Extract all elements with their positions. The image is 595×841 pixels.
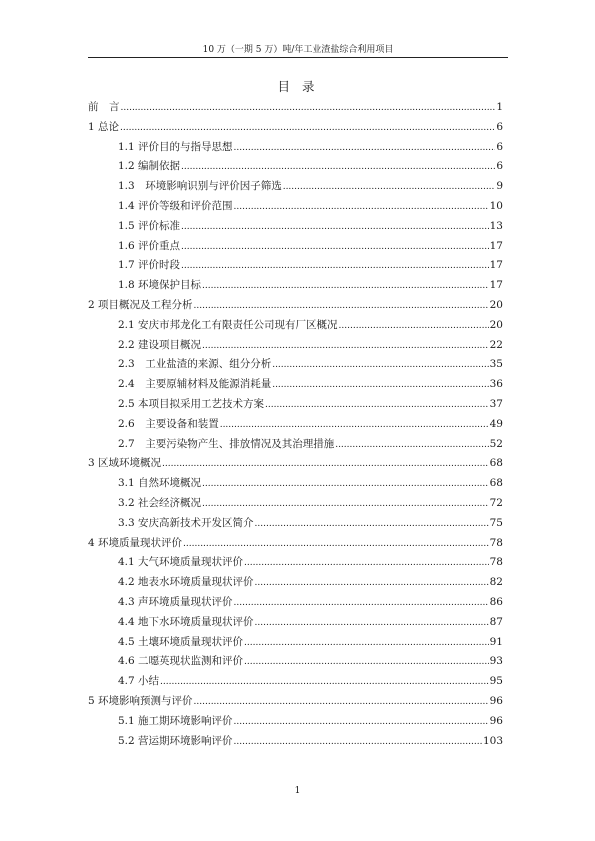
toc-entry[interactable] [88, 100, 503, 114]
toc-leader-dots [121, 100, 496, 115]
toc-entry[interactable] [118, 159, 503, 173]
toc-entry-page: 91 [489, 635, 503, 648]
toc-entry[interactable] [88, 298, 503, 312]
toc-leader-dots [194, 298, 489, 313]
toc-entry-label: 1.1 评价目的与指导思想 [118, 140, 233, 153]
toc-entry[interactable] [118, 555, 503, 569]
toc-entry[interactable] [118, 417, 503, 431]
toc-entry[interactable] [118, 635, 503, 649]
toc-leader-dots [202, 476, 489, 491]
toc-leader-dots [255, 575, 489, 590]
toc-entry-page: 22 [489, 338, 503, 351]
toc-entry-label: 1.8 环境保护目标 [118, 279, 202, 292]
toc-entry-page: 68 [489, 457, 503, 470]
toc-entry-label: 2.3 工业盐渣的来源、组分分析 [118, 358, 272, 371]
toc-entry-page: 9 [496, 180, 503, 193]
toc-entry-label: 4.2 地表水环境质量现状评价 [118, 576, 254, 589]
toc-entry-label: 1 总论 [88, 120, 120, 133]
toc-entry[interactable] [118, 357, 503, 371]
toc-entry-page: 6 [496, 160, 503, 173]
toc-entry[interactable] [118, 615, 503, 629]
toc-entry-page: 49 [489, 417, 503, 430]
toc-entry[interactable] [118, 397, 503, 411]
toc-leader-dots [335, 437, 488, 452]
toc-leader-dots [255, 516, 489, 531]
page-title: 目 录 [277, 79, 319, 94]
toc-entry[interactable] [118, 318, 503, 332]
toc-entry-page: 20 [489, 299, 503, 311]
header-rule [88, 57, 508, 58]
toc-entry-page: 96 [489, 695, 503, 707]
toc-entry[interactable] [118, 278, 503, 292]
toc-entry-label: 1.6 评价重点 [118, 239, 181, 252]
toc-entry-page: 87 [489, 615, 503, 628]
toc-entry-page: 10 [489, 200, 503, 212]
toc-entry-page: 6 [496, 140, 503, 153]
toc-entry[interactable] [118, 199, 503, 213]
toc-entry[interactable] [118, 575, 503, 589]
toc-leader-dots [265, 397, 489, 412]
toc-entry-label: 3.2 社会经济概况 [118, 497, 202, 509]
toc-entry-label: 4.6 二噁英现状监测和评价 [118, 655, 244, 668]
toc-entry[interactable] [118, 476, 503, 490]
toc-leader-dots [202, 278, 489, 293]
toc-leader-dots [272, 377, 488, 392]
toc-entry-label: 4.5 土壤环境质量现状评价 [118, 635, 244, 648]
toc-entry[interactable] [88, 456, 503, 470]
toc-leader-dots [234, 595, 489, 610]
toc-entry-label: 5.1 施工期环境影响评价 [118, 714, 233, 727]
toc-leader-dots [162, 456, 489, 471]
toc-entry[interactable] [118, 377, 503, 391]
toc-entry-page: 93 [489, 655, 503, 668]
toc-entry[interactable] [118, 674, 503, 688]
toc-leader-dots [255, 615, 489, 630]
toc-entry-page: 6 [496, 120, 503, 133]
toc-entry[interactable] [118, 654, 503, 668]
toc-entry-label: 2 项目概况及工程分析 [88, 299, 193, 311]
toc-leader-dots [202, 496, 489, 511]
toc-leader-dots [220, 417, 489, 432]
toc-entry-label: 2.4 主要原辅材料及能源消耗量 [118, 378, 272, 391]
toc-entry-label: 4.1 大气环境质量现状评价 [118, 556, 244, 569]
toc-entry[interactable] [88, 694, 503, 708]
toc-entry-label: 5 环境影响预测与评价 [88, 695, 193, 707]
toc-entry-label: 3 区域环境概况 [88, 457, 162, 470]
toc-entry-label: 5.2 营运期环境影响评价 [118, 734, 233, 747]
toc-leader-dots [202, 338, 489, 353]
toc-entry-page: 78 [489, 536, 503, 549]
toc-entry-label: 4.7 小结 [118, 675, 160, 688]
toc-entry-page: 103 [482, 734, 503, 747]
toc-leader-dots [283, 179, 496, 194]
toc-leader-dots [181, 258, 489, 273]
toc-entry-label: 4.4 地下水环境质量现状评价 [118, 615, 254, 628]
toc-entry-label: 3.3 安庆高新技术开发区简介 [118, 516, 254, 529]
toc-leader-dots [181, 159, 495, 174]
toc-entry[interactable] [88, 536, 503, 550]
toc-entry-label: 2.7 主要污染物产生、排放情况及其治理措施 [118, 437, 335, 450]
toc-entry-label: 3.1 自然环境概况 [118, 477, 202, 490]
running-header: 10 万（一期 5 万）吨/年工业渣盐综合利用项目 [202, 45, 394, 55]
toc-leader-dots [183, 536, 489, 551]
toc-entry[interactable] [118, 219, 503, 233]
toc-entry-page: 20 [489, 318, 503, 331]
toc-entry-page: 17 [489, 259, 503, 272]
toc-entry-page: 68 [489, 477, 503, 490]
toc-entry-label: 1.2 编制依据 [118, 160, 181, 173]
toc-entry[interactable] [118, 239, 503, 253]
toc-entry-page: 82 [489, 576, 503, 589]
toc-entry-label: 2.6 主要设备和装置 [118, 417, 219, 430]
toc-leader-dots [234, 140, 496, 155]
toc-entry-label: 4.3 声环境质量现状评价 [118, 596, 233, 608]
toc-entry-page: 95 [489, 675, 503, 688]
toc-entry-page: 13 [489, 219, 503, 232]
toc-leader-dots [234, 199, 489, 214]
toc-entry-page: 72 [489, 497, 503, 509]
toc-leader-dots [120, 120, 495, 135]
toc-entry-label: 1.4 评价等级和评价范围 [118, 200, 233, 212]
toc-entry[interactable] [118, 516, 503, 530]
toc-entry[interactable] [118, 140, 503, 154]
toc-entry-label: 1.3 环境影响识别与评价因子筛选 [118, 180, 282, 193]
toc-leader-dots [339, 318, 489, 333]
toc-entry-label: 2.5 本项目拟采用工艺技术方案 [118, 398, 265, 410]
toc-entry[interactable] [118, 496, 503, 510]
toc-entry-label: 2.2 建设项目概况 [118, 338, 202, 351]
toc-entry[interactable] [118, 714, 503, 728]
toc-entry-page: 96 [489, 714, 503, 727]
toc-entry-page: 78 [489, 556, 503, 569]
toc-leader-dots [234, 734, 482, 749]
toc-entry[interactable] [118, 179, 503, 193]
toc-entry[interactable] [118, 258, 503, 272]
toc-entry[interactable] [118, 595, 503, 609]
toc-entry[interactable] [118, 437, 503, 451]
toc-entry-page: 52 [489, 437, 503, 450]
toc-entry-page: 75 [489, 516, 503, 529]
toc-leader-dots [160, 674, 489, 689]
toc-leader-dots [244, 635, 489, 650]
toc-entry[interactable] [88, 120, 503, 134]
toc-entry-label: 前 言 [88, 101, 120, 113]
toc-entry-label: 1.5 评价标准 [118, 219, 181, 232]
toc-entry-page: 35 [489, 358, 503, 371]
toc-leader-dots [181, 239, 489, 254]
toc-entry-label: 4 环境质量现状评价 [88, 536, 183, 549]
toc-entry[interactable] [118, 338, 503, 352]
toc-entry[interactable] [118, 734, 503, 748]
toc-entry-page: 17 [489, 279, 503, 292]
toc-leader-dots [194, 694, 489, 709]
toc-leader-dots [181, 219, 489, 234]
toc-leader-dots [272, 357, 488, 372]
toc-entry-page: 1 [496, 101, 503, 113]
toc-entry-label: 1.7 评价时段 [118, 259, 181, 272]
toc-entry-page: 17 [489, 239, 503, 252]
toc-entry-page: 86 [489, 596, 503, 608]
toc-entry-page: 37 [489, 398, 503, 410]
toc-entry-label: 2.1 安庆市邦龙化工有限责任公司现有厂区概况 [118, 318, 338, 331]
toc-leader-dots [244, 654, 489, 669]
toc-entry-page: 36 [489, 378, 503, 391]
toc-leader-dots [234, 714, 489, 729]
page-number: 1 [294, 786, 301, 796]
toc-leader-dots [244, 555, 489, 570]
